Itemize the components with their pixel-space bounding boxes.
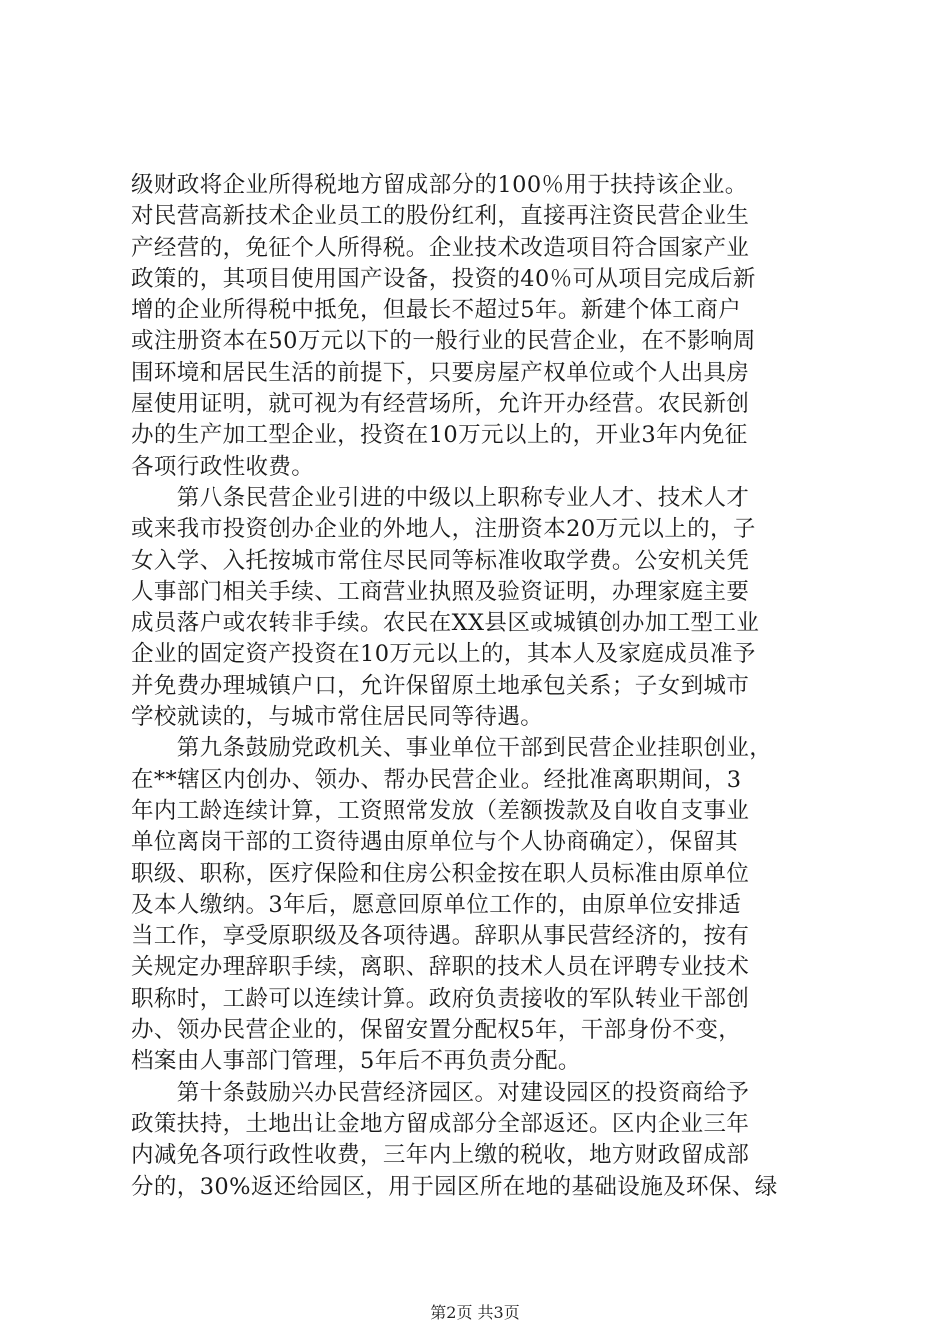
text-line: 成员落户或农转非手续。农民在XX县区或城镇创办加工型工业: [131, 610, 760, 637]
text-line: 当工作，享受原职级及各项待遇。辞职从事民营经济的，按有: [131, 923, 750, 950]
text-line: 政策的，其项目使用国产设备，投资的40％可从项目完成后新: [131, 265, 756, 292]
text-line: 办的生产加工型企业，投资在10万元以上的，开业3年内免征: [131, 422, 748, 449]
text-line: 单位离岗干部的工资待遇由原单位与个人协商确定），保留其: [131, 829, 739, 856]
text-line: 及本人缴纳。3年后，愿意回原单位工作的，由原单位安排适: [131, 891, 742, 918]
text-line: 人事部门相关手续、工商营业执照及验资证明，办理家庭主要: [131, 578, 750, 605]
text-line: 第九条鼓励党政机关、事业单位干部到民营企业挂职创业，: [131, 735, 773, 762]
document-body: [131, 170, 831, 1203]
text-line: 学校就读的，与城市常住居民同等待遇。: [131, 704, 544, 731]
text-line: 第八条民营企业引进的中级以上职称专业人才、技术人才: [131, 484, 750, 511]
text-line: 年内工龄连续计算，工资照常发放（差额拨款及自收自支事业: [131, 797, 750, 824]
page-footer: 第2页 共3页: [430, 1303, 520, 1322]
text-line: 或来我市投资创办企业的外地人，注册资本20万元以上的，子: [131, 516, 756, 543]
text-line: 档案由人事部门管理，5年后不再负责分配。: [131, 1048, 581, 1075]
text-line: 产经营的，免征个人所得税。企业技术改造项目符合国家产业: [131, 234, 750, 261]
text-line: 或注册资本在50万元以下的一般行业的民营企业，在不影响周: [131, 328, 756, 355]
text-line: 各项行政性收费。: [131, 453, 315, 480]
text-line: 增的企业所得税中抵免，但最长不超过5年。新建个体工商户: [131, 297, 742, 324]
text-line: 女入学、入托按城市常住尽民同等标准收取学费。公安机关凭: [131, 547, 750, 574]
text-line: 在**辖区内创办、领办、帮办民营企业。经批准离职期间，3: [131, 766, 742, 793]
text-line: 对民营高新技术企业员工的股份红利，直接再注资民营企业生: [131, 203, 750, 230]
text-line: 第十条鼓励兴办民营经济园区。对建设园区的投资商给予: [131, 1079, 750, 1106]
text-line: 办、领办民营企业的，保留安置分配权5年，干部身份不变，: [131, 1017, 742, 1044]
text-line: 内减免各项行政性收费，三年内上缴的税收，地方财政留成部: [131, 1142, 750, 1169]
text-line: 并免费办理城镇户口，允许保留原土地承包关系；子女到城市: [131, 672, 750, 699]
text-line: 关规定办理辞职手续，离职、辞职的技术人员在评聘专业技术: [131, 954, 750, 981]
text-line: 分的，30%返还给园区，用于园区所在地的基础设施及环保、绿: [131, 1173, 778, 1200]
text-line: 职称时，工龄可以连续计算。政府负责接收的军队转业干部创: [131, 985, 750, 1012]
text-line: 级财政将企业所得税地方留成部分的100％用于扶持该企业。: [131, 172, 748, 198]
text-line: 企业的固定资产投资在10万元以上的，其本人及家庭成员准予: [131, 641, 756, 668]
text-line: 屋使用证明，就可视为有经营场所，允许开办经营。农民新创: [131, 391, 750, 418]
text-line: 政策扶持，土地出让金地方留成部分全部返还。区内企业三年: [131, 1110, 750, 1137]
text-line: 职级、职称，医疗保险和住房公积金按在职人员标准由原单位: [131, 860, 750, 887]
text-line: 围环境和居民生活的前提下，只要房屋产权单位或个人出具房: [131, 359, 750, 386]
